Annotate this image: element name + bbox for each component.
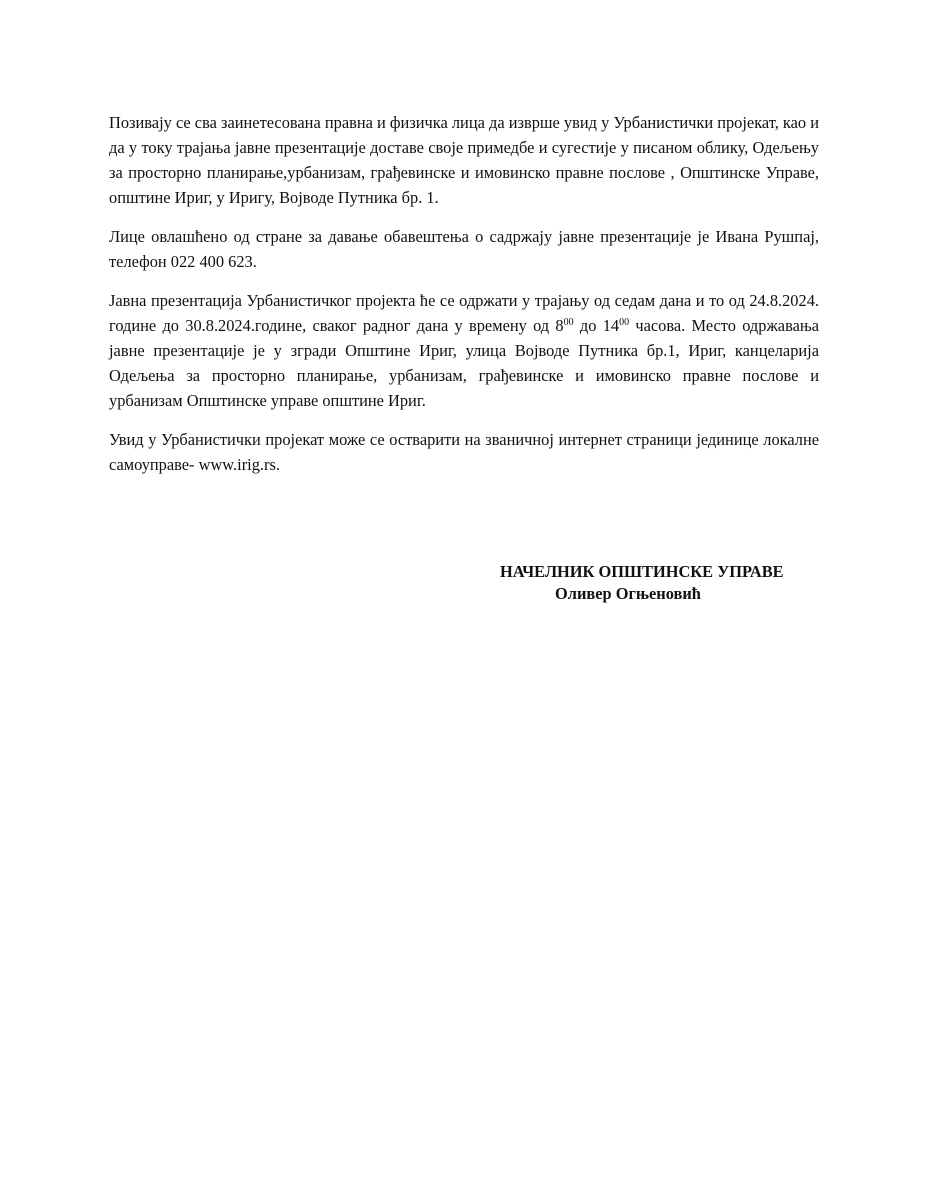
- end-time-minutes: 00: [619, 317, 630, 328]
- paragraph-invitation: Позивају се сва заинетесована правна и физичка лица да изврше увид у Урбанистички пројекат, као и да у току трајања јавне презентације доставе своје примедбе и сугестије у писаном облику, Одељењу за просторно планирање,урбанизам, грађевинске и имовинско правне послове , Општинске Управе, општине Ириг, у Иригу, Војводе Путника бр. 1.: [109, 113, 819, 207]
- paragraph-presentation-schedule: [109, 288, 819, 413]
- end-time-hour: 14: [602, 316, 620, 335]
- document-body: [109, 110, 819, 491]
- paragraph-online-access: Увид у Урбанистички пројекат може се остварити на званичној интернет страници јединице локалне самоуправе- www.irig.rs.: [109, 430, 819, 474]
- signature-title: НАЧЕЛНИК ОПШТИНСКЕ УПРАВЕ: [500, 562, 784, 581]
- schedule-text-part3: часова. Место одржавања јавне презентације је у згради Општине Ириг, улица Војводе Путника бр.1, Ириг, канцеларија Одељења за просторно планирање, урбанизам, грађевинске и имовинско правне послове и урбанизам Општинске управе општине Ириг.: [109, 316, 819, 410]
- schedule-text-part2: до: [573, 316, 603, 335]
- start-time-hour: 8: [555, 316, 564, 335]
- paragraph-contact-person: Лице овлашћено од стране за давање обавештења о садржају јавне презентације је Ивана Рушпај, телефон 022 400 623.: [109, 227, 819, 271]
- start-time-minutes: 00: [563, 317, 574, 328]
- signature-block: [500, 561, 830, 605]
- schedule-text-part1: Јавна презентација Урбанистичког пројекта ће се одржати у трајању од седам дана и то од 24.8.2024. године до 30.8.2024.године, сваког радног дана у времену од: [109, 291, 819, 335]
- signature-name: Оливер Огњеновић: [555, 584, 701, 603]
